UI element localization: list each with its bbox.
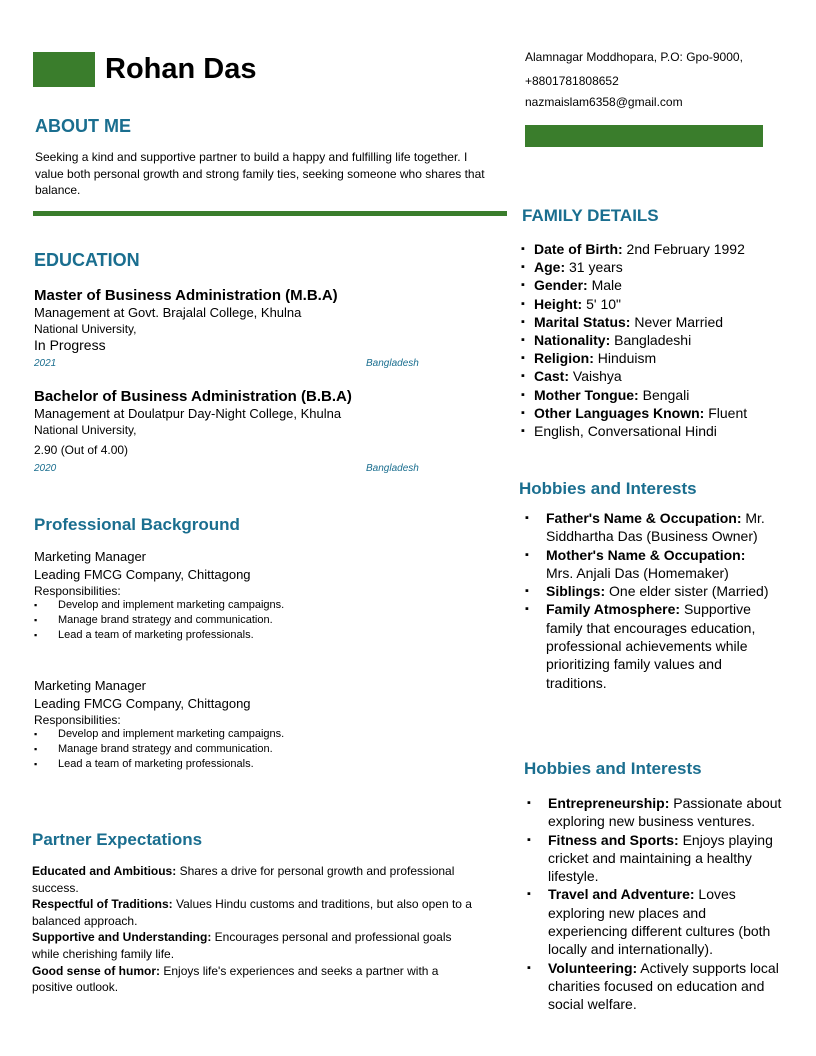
job-role: Marketing Manager [34, 678, 146, 693]
list-item: ▪ Height: 5' 10" [521, 295, 791, 313]
list-item: ▪ Travel and Adventure: Loves exploring new places and experiencing different cultures (both locally and internationally). [524, 885, 789, 958]
list-item: ▪ Cast: Vaishya [521, 367, 791, 385]
name-accent-bar [33, 52, 95, 87]
hobbies-list [522, 509, 772, 692]
education-entry [34, 287, 434, 353]
job-resp-list [34, 727, 474, 772]
about-text: Seeking a kind and supportive partner to build a happy and fulfilling life together. I value both personal growth and strong family ties, seeking someone who shares that balance. [35, 150, 485, 197]
job-role: Marketing Manager [34, 549, 146, 564]
list-item: ▪ Age: 31 years [521, 258, 791, 276]
degree-institution: Management at Doulatpur Day-Night College, Khulna [34, 406, 342, 421]
list-item: ▪ Develop and implement marketing campaigns. [34, 727, 474, 742]
about-divider [33, 211, 507, 216]
job-entry [34, 549, 474, 643]
hobbies-heading: Hobbies and Interests [524, 759, 702, 778]
partner-item: Supportive and Understanding: Encourages personal and professional goals while cherishing family life. [32, 930, 452, 961]
degree-university: National University, [34, 322, 137, 336]
contact-address: Alamnagar Moddhopara, P.O: Gpo-9000, [525, 50, 743, 64]
degree-status: In Progress [34, 337, 106, 353]
partner-heading: Partner Expectations [32, 830, 203, 849]
list-item: ▪ Fitness and Sports: Enjoys playing cricket and maintaining a healthy lifestyle. [524, 831, 789, 886]
list-item: ▪ Mother's Name & Occupation: Mrs. Anjali Das (Homemaker) [522, 546, 772, 583]
job-resp-list [34, 598, 474, 643]
list-item: ▪ Date of Birth: 2nd February 1992 [521, 240, 791, 258]
list-item: ▪ Mother Tongue: Bengali [521, 386, 791, 404]
list-item: ▪ Other Languages Known: Fluent [521, 404, 791, 422]
list-item: ▪ Nationality: Bangladeshi [521, 331, 791, 349]
job-company: Leading FMCG Company, Chittagong [34, 696, 251, 711]
contact-phone: +8801781808652 [525, 74, 619, 88]
list-item: ▪ Volunteering: Actively supports local charities focused on education and social welfare. [524, 959, 789, 1014]
job-entry [34, 678, 474, 772]
degree-year: 2021 [34, 358, 57, 369]
list-item: ▪ Father's Name & Occupation: Mr. Siddhartha Das (Business Owner) [522, 509, 772, 546]
degree-country: Bangladesh [366, 358, 419, 369]
education-heading: EDUCATION [34, 250, 140, 270]
partner-item: Good sense of humor: Enjoys life's experiences and seeks a partner with a positive outlook. [32, 963, 439, 995]
degree-year: 2020 [34, 463, 57, 474]
degree-institution: Management at Govt. Brajalal College, Khulna [34, 305, 302, 320]
list-item: ▪ Gender: Male [521, 276, 791, 294]
contact-email: nazmaislam6358@gmail.com [525, 95, 683, 109]
about-heading: ABOUT ME [35, 116, 131, 136]
candidate-name: Rohan Das [105, 53, 257, 85]
education-entry [34, 388, 454, 457]
contact-accent-bar [525, 125, 763, 147]
job-resp-label: Responsibilities: [34, 713, 121, 727]
degree-title: Bachelor of Business Administration (B.B.A) [34, 388, 352, 405]
list-item: ▪ Siblings: One elder sister (Married) [522, 582, 772, 600]
list-item: ▪ English, Conversational Hindi [521, 422, 791, 440]
family-details-list [521, 240, 791, 440]
list-item: ▪ Manage brand strategy and communication. [34, 613, 474, 628]
degree-result: 2.90 (Out of 4.00) [34, 443, 129, 457]
partner-expectations [32, 863, 472, 996]
list-item: ▪ Marital Status: Never Married [521, 313, 791, 331]
list-item: ▪ Develop and implement marketing campaigns. [34, 598, 474, 613]
hobbies-list [524, 794, 789, 1014]
list-item: ▪ Entrepreneurship: Passionate about exploring new business ventures. [524, 794, 789, 831]
family-heading: FAMILY DETAILS [522, 206, 659, 225]
job-company: Leading FMCG Company, Chittagong [34, 567, 251, 582]
hobbies-heading: Hobbies and Interests [519, 479, 697, 498]
list-item: ▪ Lead a team of marketing professionals. [34, 628, 474, 643]
partner-item: Respectful of Traditions: Values Hindu customs and traditions, but also open to a balanced approach. [32, 897, 472, 928]
degree-university: National University, [34, 423, 137, 437]
list-item: ▪ Lead a team of marketing professionals. [34, 757, 474, 772]
job-resp-label: Responsibilities: [34, 584, 121, 598]
degree-country: Bangladesh [366, 463, 419, 474]
partner-item: Educated and Ambitious: Shares a drive for personal growth and professional success. [32, 864, 455, 895]
list-item: ▪ Religion: Hinduism [521, 349, 791, 367]
list-item: ▪ Family Atmosphere: Supportive family that encourages education, professional achievements while prioritizing family values and traditions. [522, 600, 772, 691]
list-item: ▪ Manage brand strategy and communication. [34, 742, 474, 757]
degree-title: Master of Business Administration (M.B.A) [34, 287, 338, 304]
professional-heading: Professional Background [34, 515, 240, 534]
